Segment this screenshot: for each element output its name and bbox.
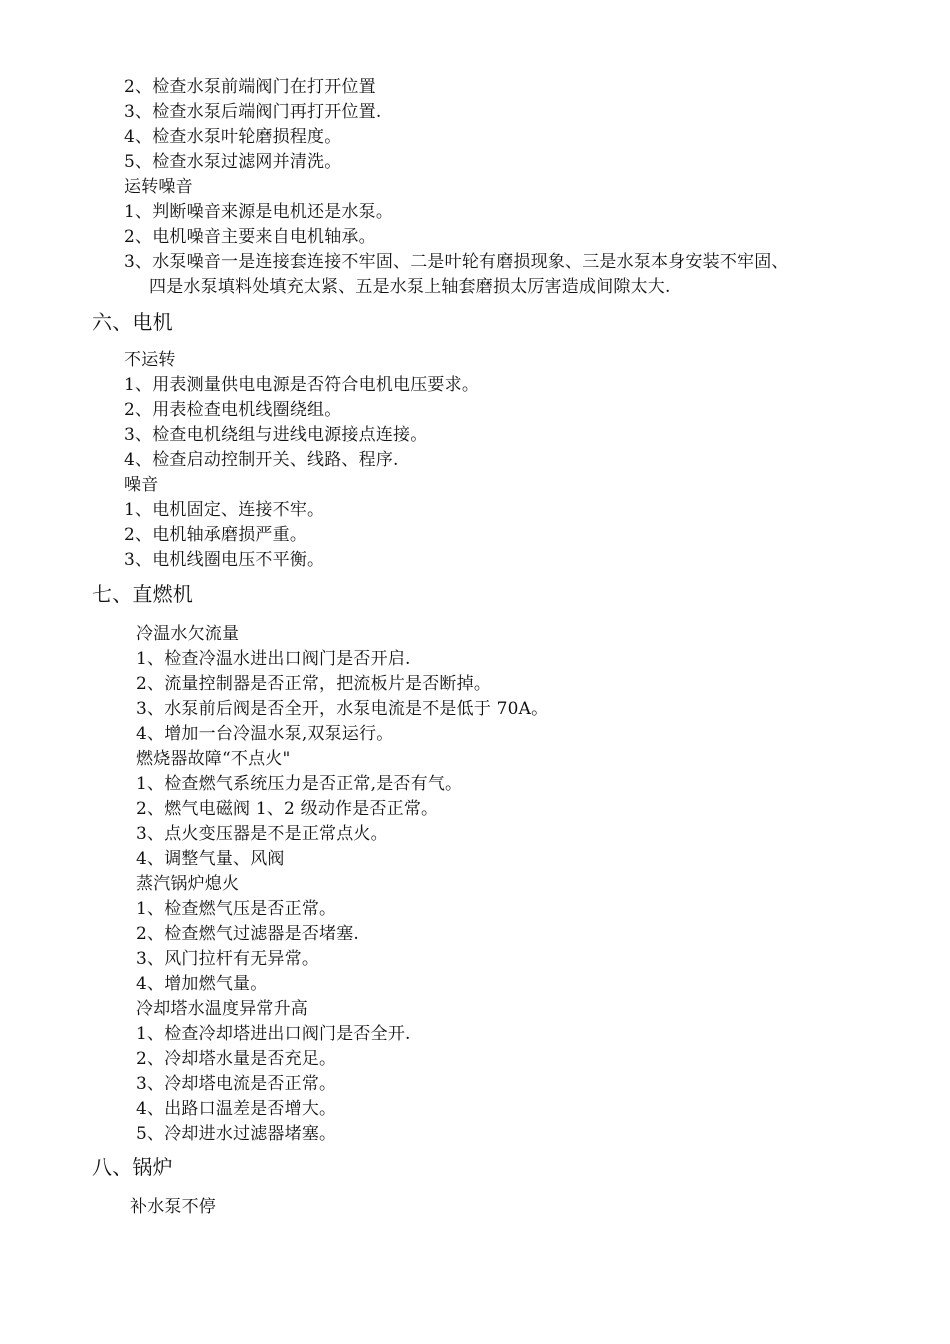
list-item: 3、电机线圈电压不平衡。 [124, 550, 325, 570]
subsection-title: 燃烧器故障“不点火" [136, 749, 291, 769]
list-item: 4、增加一台冷温水泵,双泵运行。 [136, 724, 394, 744]
list-item: 1、检查燃气系统压力是否正常,是否有气。 [136, 774, 463, 794]
list-item: 3、点火变压器是不是正常点火。 [136, 824, 388, 844]
list-item: 2、检查水泵前端阀门在打开位置 [124, 77, 376, 97]
list-item: 1、用表测量供电电源是否符合电机电压要求。 [124, 375, 480, 395]
list-item: 2、检查燃气过滤器是否堵塞. [136, 924, 360, 944]
list-item: 3、水泵前后阀是否全开，水泵电流是不是低于 70A。 [136, 699, 549, 719]
section-heading-direct-fired: 七、直燃机 [92, 582, 193, 606]
list-item: 4、出路口温差是否增大。 [136, 1099, 337, 1119]
list-item: 5、冷却进水过滤器堵塞。 [136, 1124, 337, 1144]
subsection-title: 补水泵不停 [130, 1197, 216, 1217]
list-item: 2、流量控制器是否正常，把流板片是否断掉。 [136, 674, 492, 694]
list-item: 4、检查水泵叶轮磨损程度。 [124, 127, 342, 147]
list-item: 5、检查水泵过滤网并清洗。 [124, 152, 342, 172]
list-item: 1、检查燃气压是否正常。 [136, 899, 337, 919]
list-item: 1、检查冷温水进出口阀门是否开启. [136, 649, 411, 669]
subsection-title: 运转噪音 [124, 177, 193, 197]
list-item: 3、风门拉杆有无异常。 [136, 949, 320, 969]
list-item: 2、用表检查电机线圈绕组。 [124, 400, 342, 420]
list-item: 3、检查电机绕组与进线电源接点连接。 [124, 425, 428, 445]
list-item: 4、增加燃气量。 [136, 974, 268, 994]
list-item: 2、电机噪音主要来自电机轴承。 [124, 227, 376, 247]
list-item: 1、电机固定、连接不牢。 [124, 500, 325, 520]
list-item-continuation: 四是水泵填料处填充太紧、五是水泵上轴套磨损太厉害造成间隙太大. [149, 277, 671, 297]
list-item: 1、判断噪音来源是电机还是水泵。 [124, 202, 394, 222]
list-item: 4、检查启动控制开关、线路、程序. [124, 450, 399, 470]
list-item: 2、冷却塔水量是否充足。 [136, 1049, 337, 1069]
list-item: 4、调整气量、风阀 [136, 849, 285, 869]
subsection-title: 不运转 [124, 350, 176, 370]
section-heading-motor: 六、电机 [92, 310, 173, 334]
list-item: 1、检查冷却塔进出口阀门是否全开. [136, 1024, 411, 1044]
list-item: 2、燃气电磁阀 1、2 级动作是否正常。 [136, 799, 439, 819]
subsection-title: 噪音 [124, 475, 159, 495]
list-item: 3、水泵噪音一是连接套连接不牢固、二是叶轮有磨损现象、三是水泵本身安装不牢固、 [124, 252, 789, 272]
list-item: 3、冷却塔电流是否正常。 [136, 1074, 337, 1094]
subsection-title: 冷温水欠流量 [136, 624, 240, 644]
list-item: 3、检查水泵后端阀门再打开位置. [124, 102, 382, 122]
list-item: 2、电机轴承磨损严重。 [124, 525, 308, 545]
section-heading-boiler: 八、锅炉 [92, 1155, 173, 1179]
subsection-title: 冷却塔水温度异常升高 [136, 999, 308, 1019]
subsection-title: 蒸汽锅炉熄火 [136, 874, 240, 894]
